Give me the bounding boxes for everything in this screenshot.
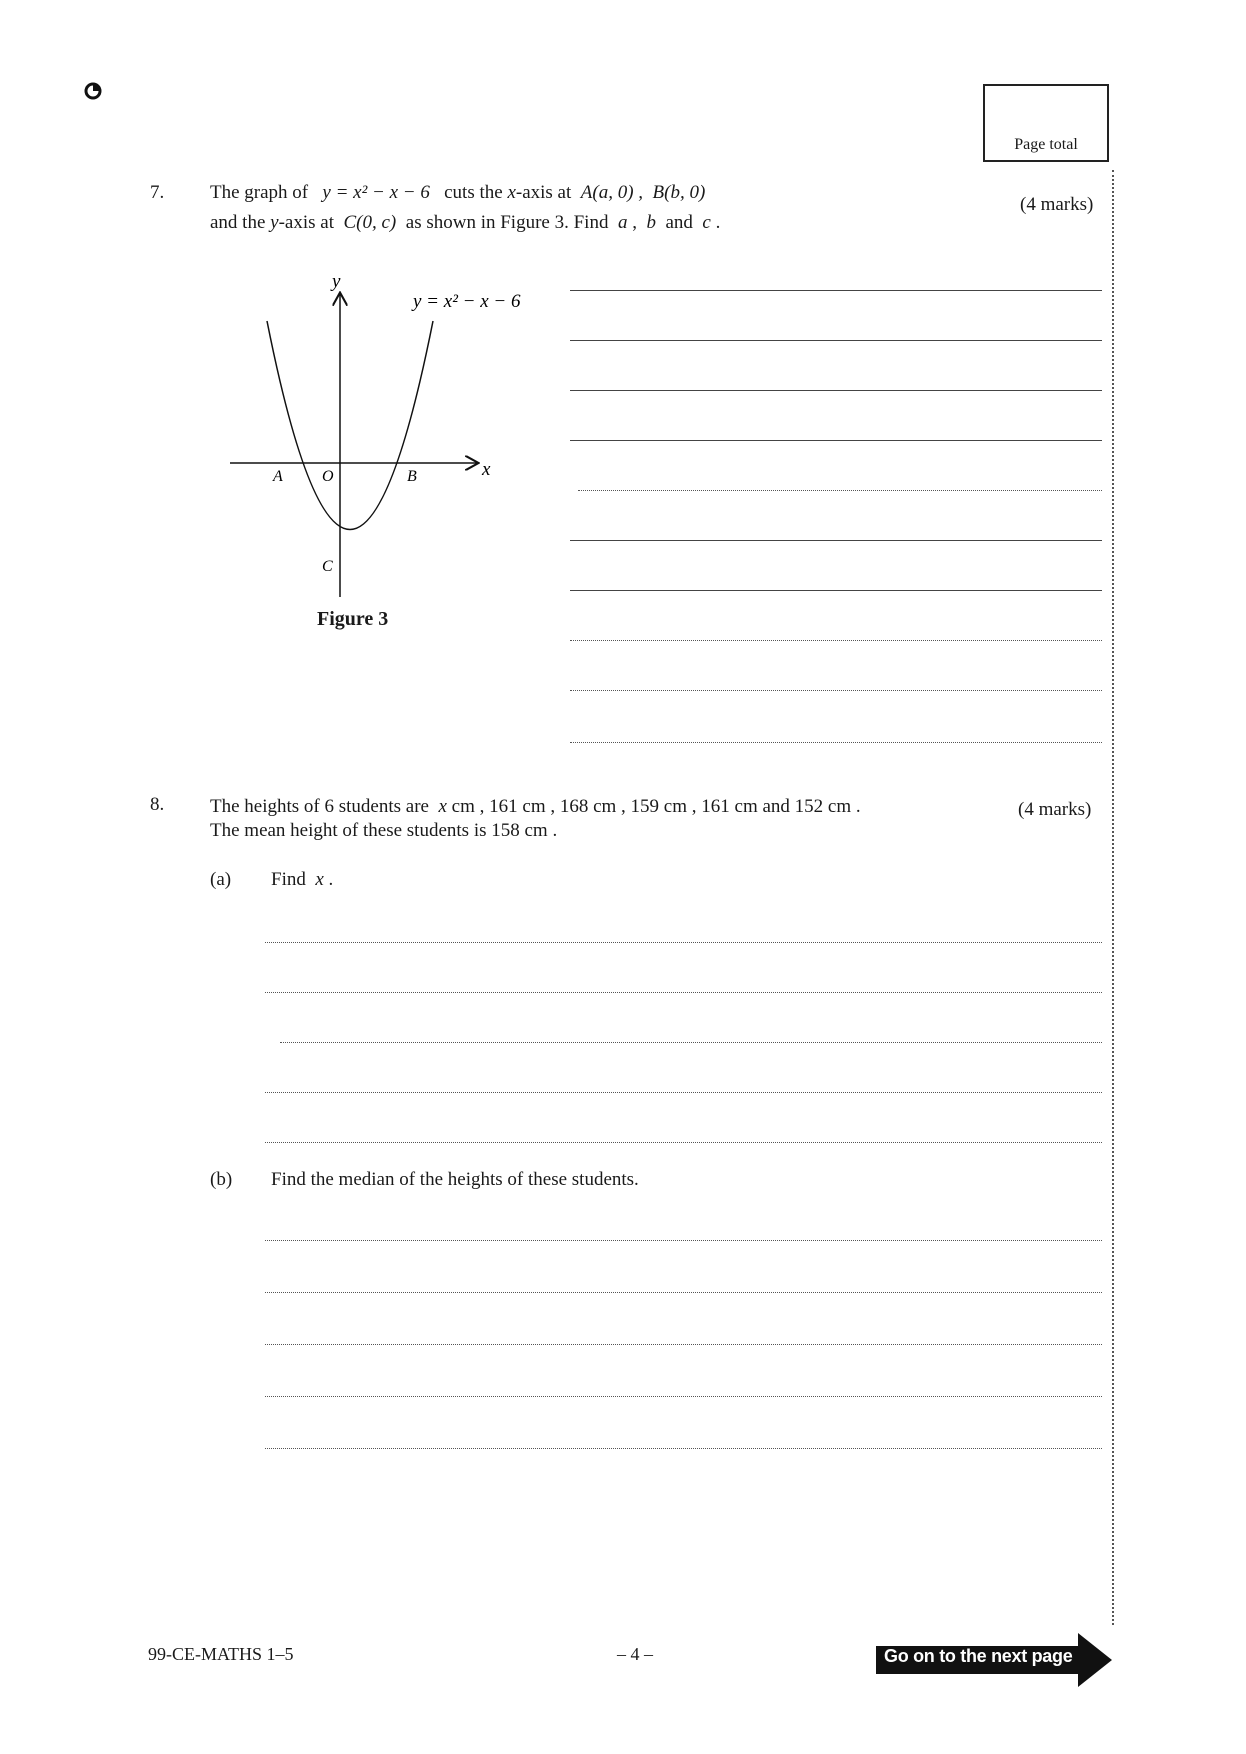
- page-number: – 4 –: [617, 1644, 653, 1664]
- answer-line[interactable]: [570, 540, 1102, 541]
- y-axis-label: y: [332, 271, 341, 292]
- q7-text: -axis at: [278, 212, 334, 233]
- next-page-label: Go on to the next page: [884, 1646, 1073, 1666]
- answer-line[interactable]: [570, 340, 1102, 341]
- answer-line[interactable]: [265, 942, 1102, 943]
- answer-line[interactable]: [570, 590, 1102, 591]
- answer-line[interactable]: [280, 1042, 1102, 1043]
- q7-point-a: A(a, 0) ,: [580, 182, 644, 203]
- q7-var-b: b: [646, 212, 656, 233]
- q8-text: The heights of 6 students are: [210, 796, 429, 817]
- answer-line[interactable]: [265, 1344, 1102, 1345]
- q7-text: and: [665, 212, 693, 233]
- figure-3-graph: [220, 262, 540, 602]
- curve-label: y = x² − x − 6: [413, 291, 521, 312]
- q7-var-a: a: [617, 212, 628, 233]
- q7-var-x: x: [507, 182, 516, 203]
- q8-part-a-text: [271, 869, 333, 891]
- q8-stem-line1: [210, 796, 861, 818]
- q7-text: ,: [632, 212, 637, 233]
- origin-label: O: [322, 468, 334, 485]
- answer-line[interactable]: [570, 690, 1102, 691]
- answer-line[interactable]: [265, 1448, 1102, 1449]
- q7-equation: y = x² − x − 6: [322, 182, 430, 203]
- point-c-label: C: [322, 558, 333, 575]
- q7-var-y: y: [270, 212, 279, 233]
- answer-line[interactable]: [265, 1142, 1102, 1143]
- answer-line[interactable]: [578, 490, 1102, 491]
- q8-stem-line2: The mean height of these students is 158 cm .: [210, 820, 558, 841]
- paper-code: 99-CE-MATHS 1–5: [148, 1644, 294, 1664]
- answer-line[interactable]: [570, 390, 1102, 391]
- answer-line[interactable]: [265, 1292, 1102, 1293]
- q7-point-c: C(0, c): [343, 212, 397, 233]
- point-b-label: B: [407, 468, 417, 485]
- q7-text: cuts the: [444, 182, 503, 203]
- q8-part-b-text: Find the median of the heights of these students.: [271, 1169, 639, 1190]
- q8-text: .: [328, 869, 334, 890]
- q7-text: The graph of: [210, 182, 309, 203]
- q8-text: cm , 161 cm , 168 cm , 159 cm , 161 cm and 152 cm .: [451, 796, 861, 817]
- answer-line[interactable]: [265, 1092, 1102, 1093]
- answer-line[interactable]: [570, 742, 1102, 743]
- figure-caption: Figure 3: [317, 608, 389, 630]
- q8-part-b-label: (b): [210, 1169, 233, 1190]
- q7-marks: (4 marks): [1020, 194, 1094, 215]
- next-page-banner: [876, 1633, 1114, 1687]
- q7-number: 7.: [150, 182, 165, 203]
- q8-part-a-label: (a): [210, 869, 232, 890]
- margin-rule: [1112, 170, 1114, 1625]
- answer-line[interactable]: [265, 1396, 1102, 1397]
- x-axis-label: x: [482, 459, 491, 480]
- q7-var-c: c: [702, 212, 711, 233]
- answer-line[interactable]: [570, 290, 1102, 291]
- page-total-box: [983, 84, 1109, 162]
- q8-text: Find: [271, 869, 306, 890]
- q7-stem-line2: [210, 212, 720, 234]
- answer-line[interactable]: [570, 640, 1102, 641]
- parabola-curve: [267, 321, 433, 530]
- q7-text: -axis at: [515, 182, 572, 203]
- q8-var-x: x: [438, 796, 447, 817]
- punch-hole-mark: [83, 80, 105, 102]
- q8-number: 8.: [150, 794, 165, 815]
- q7-text: .: [715, 212, 721, 233]
- q7-text: as shown in Figure 3. Find: [405, 212, 609, 233]
- q7-text: and the: [210, 212, 266, 233]
- q8-marks: (4 marks): [1018, 799, 1092, 820]
- q7-stem-line1: [210, 182, 705, 204]
- page-total-label: Page total: [1014, 136, 1078, 153]
- point-a-label: A: [273, 468, 283, 485]
- q7-point-b: B(b, 0): [652, 182, 706, 203]
- answer-line[interactable]: [265, 992, 1102, 993]
- answer-line[interactable]: [570, 440, 1102, 441]
- q8-var-x: x: [315, 869, 324, 890]
- answer-line[interactable]: [265, 1240, 1102, 1241]
